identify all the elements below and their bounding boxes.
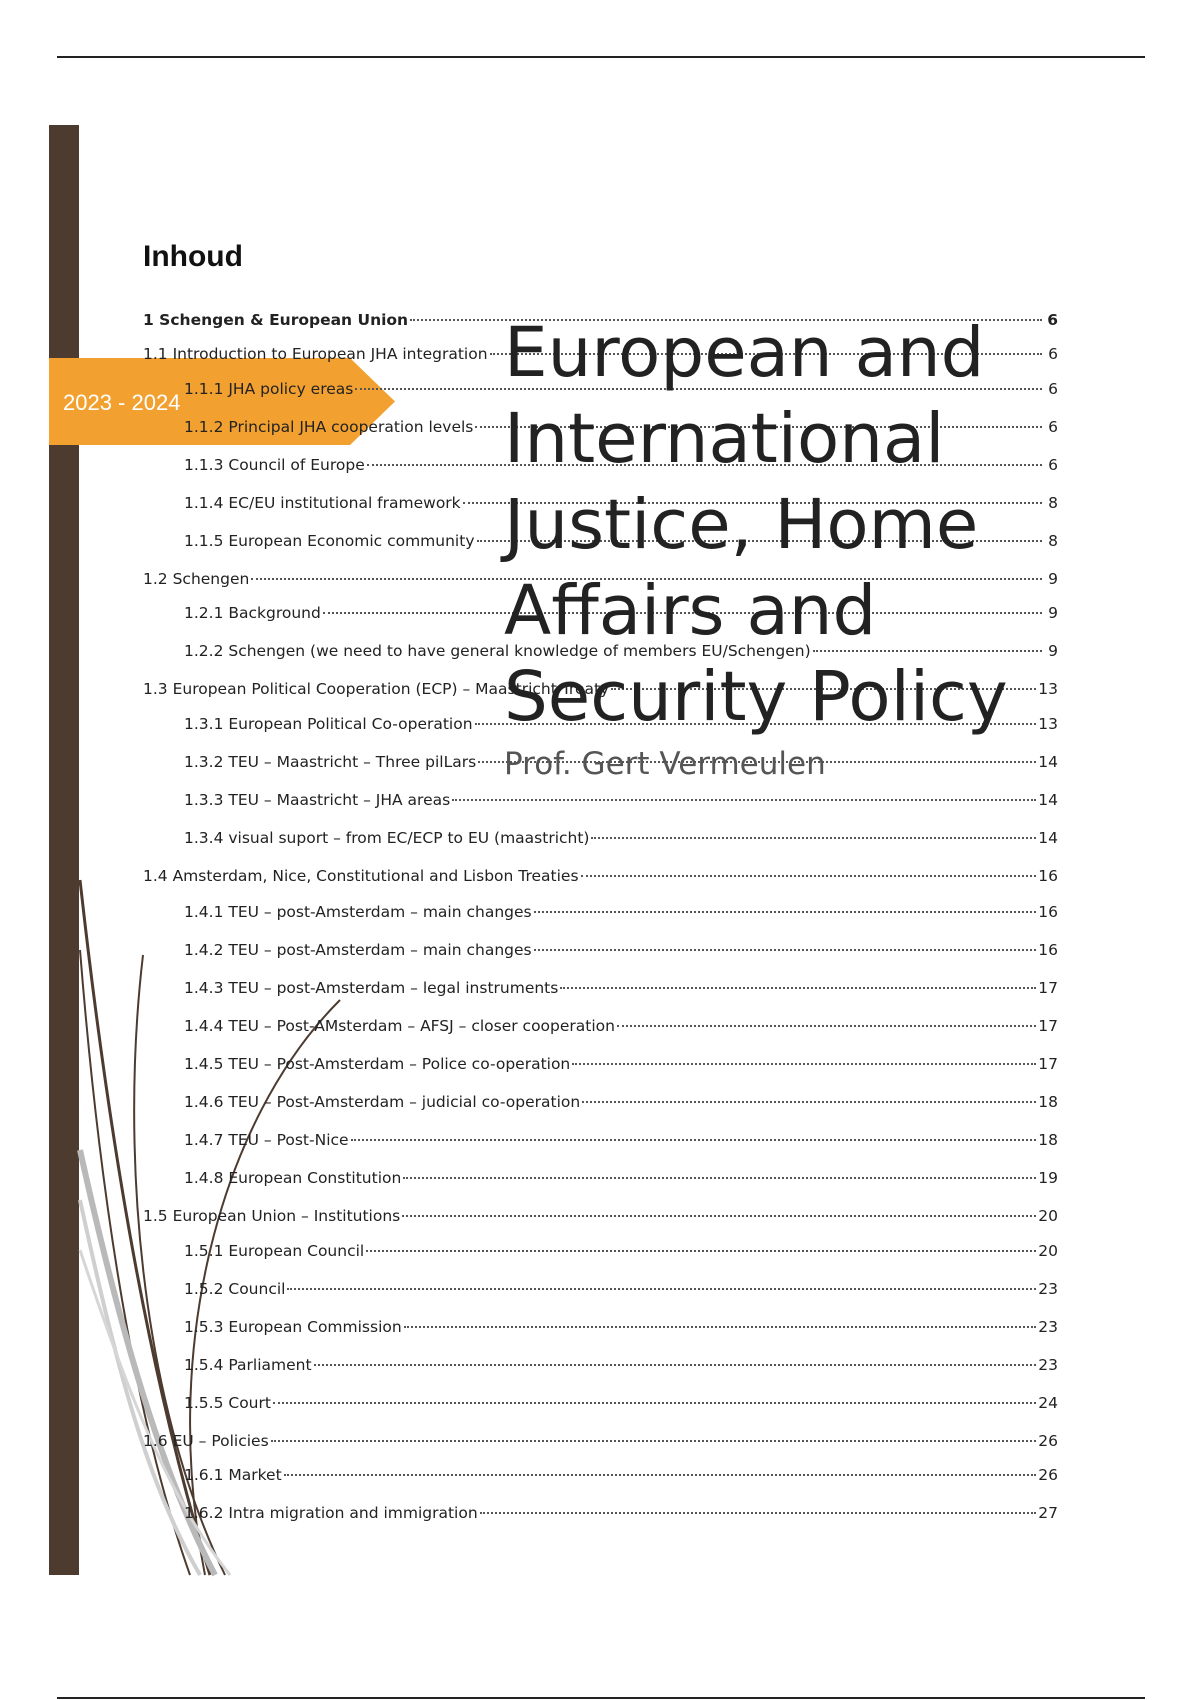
toc-page-number: 16 <box>1038 941 1058 959</box>
toc-entry-text: 1.4.7 TEU – Post-Nice <box>184 1131 349 1149</box>
toc-page-number: 23 <box>1038 1356 1058 1374</box>
toc-page-number: 6 <box>1048 345 1058 363</box>
document-title: European and International Justice, Home Affairs and Security Policy <box>504 313 1008 737</box>
toc-entry[interactable] <box>184 941 1058 959</box>
toc-page-number: 27 <box>1038 1504 1058 1522</box>
toc-leader-dots <box>480 1512 1037 1514</box>
toc-page-number: 23 <box>1038 1318 1058 1336</box>
toc-leader-dots <box>581 875 1037 877</box>
toc-entry-text: 1.4.1 TEU – post-Amsterdam – main changes <box>184 903 532 921</box>
toc-entry-text: 1.2.2 Schengen (we need to have general knowledge of members EU/Schengen) <box>184 642 811 660</box>
toc-entry-text: 1.1.3 Council of Europe <box>184 456 365 474</box>
toc-entry[interactable] <box>143 867 1058 885</box>
toc-page-number: 20 <box>1038 1207 1058 1225</box>
toc-entry[interactable] <box>184 1093 1058 1111</box>
toc-page-number: 16 <box>1038 903 1058 921</box>
toc-entry-text: 1.4.4 TEU – Post-AMsterdam – AFSJ – closer cooperation <box>184 1017 615 1035</box>
toc-entry-text: 1.6.1 Market <box>184 1466 282 1484</box>
toc-entry[interactable] <box>143 1207 1058 1225</box>
toc-leader-dots <box>534 911 1037 913</box>
toc-entry-text: 1.4.3 TEU – post-Amsterdam – legal instruments <box>184 979 559 997</box>
toc-page-number: 14 <box>1038 791 1058 809</box>
toc-leader-dots <box>351 1139 1037 1141</box>
toc-page-number: 9 <box>1048 642 1058 660</box>
toc-page-number: 8 <box>1048 532 1058 550</box>
toc-leader-dots <box>617 1025 1036 1027</box>
toc-entry-text: 1.4.6 TEU – Post-Amsterdam – judicial co-operation <box>184 1093 581 1111</box>
toc-entry-text: 1.5.1 European Council <box>184 1242 365 1260</box>
toc-entry-text: 1.5.3 European Commission <box>184 1318 402 1336</box>
toc-leader-dots <box>402 1215 1036 1217</box>
toc-entry[interactable] <box>184 1280 1058 1298</box>
toc-page-number: 9 <box>1048 604 1058 622</box>
toc-entry[interactable] <box>143 1432 1058 1450</box>
toc-page-number: 13 <box>1038 680 1058 698</box>
document-author: Prof. Gert Vermeulen <box>504 746 826 782</box>
toc-page-number: 26 <box>1038 1466 1058 1484</box>
toc-heading: Inhoud <box>143 240 243 273</box>
toc-page-number: 6 <box>1048 380 1058 398</box>
toc-page-number: 26 <box>1038 1432 1058 1450</box>
toc-page-number: 18 <box>1038 1131 1058 1149</box>
toc-entry-text: 1.2 Schengen <box>143 570 250 588</box>
year-range: 2023 - 2024 <box>63 390 181 415</box>
toc-entry[interactable] <box>184 903 1058 921</box>
toc-entry[interactable] <box>184 1318 1058 1336</box>
toc-entry[interactable] <box>184 1356 1058 1374</box>
toc-entry-text: 1.6 EU – Policies <box>143 1432 269 1450</box>
toc-entry-text: 1.5.2 Council <box>184 1280 286 1298</box>
toc-entry-text: 1.4.5 TEU – Post-Amsterdam – Police co-operation <box>184 1055 571 1073</box>
toc-page-number: 6 <box>1048 456 1058 474</box>
toc-leader-dots <box>572 1063 1036 1065</box>
toc-leader-dots <box>404 1326 1037 1328</box>
toc-leader-dots <box>591 837 1036 839</box>
toc-entry-text: 1.3.2 TEU – Maastricht – Three pilLars <box>184 753 477 771</box>
toc-entry-text: 1 Schengen & European Union <box>143 311 409 329</box>
toc-entry-text: 1.1.4 EC/EU institutional framework <box>184 494 461 512</box>
toc-entry-text: 1.2.1 Background <box>184 604 321 622</box>
toc-entry-text: 1.4.8 European Constitution <box>184 1169 402 1187</box>
toc-entry[interactable] <box>184 1242 1058 1260</box>
toc-leader-dots <box>403 1177 1036 1179</box>
toc-entry-text: 1.1.5 European Economic community <box>184 532 475 550</box>
toc-leader-dots <box>314 1364 1037 1366</box>
toc-page-number: 18 <box>1038 1093 1058 1111</box>
toc-page-number: 6 <box>1047 311 1058 329</box>
toc-entry-text: 1.1.1 JHA policy ereas <box>184 380 354 398</box>
toc-entry-text: 1.3.3 TEU – Maastricht – JHA areas <box>184 791 451 809</box>
toc-leader-dots <box>560 987 1036 989</box>
toc-page-number: 17 <box>1038 1055 1058 1073</box>
toc-entry-text: 1.3.4 visual suport – from EC/ECP to EU (maastricht) <box>184 829 590 847</box>
toc-page-number: 8 <box>1048 494 1058 512</box>
toc-entry[interactable] <box>184 1466 1058 1484</box>
bottom-rule <box>57 1697 1145 1699</box>
toc-leader-dots <box>582 1101 1036 1103</box>
toc-leader-dots <box>534 949 1037 951</box>
toc-entry-text: 1.1 Introduction to European JHA integration <box>143 345 488 363</box>
toc-page-number: 17 <box>1038 1017 1058 1035</box>
toc-page-number: 20 <box>1038 1242 1058 1260</box>
toc-entry-text: 1.1.2 Principal JHA cooperation levels <box>184 418 474 436</box>
toc-leader-dots <box>452 799 1036 801</box>
toc-leader-dots <box>366 1250 1036 1252</box>
toc-page-number: 6 <box>1048 418 1058 436</box>
toc-entry[interactable] <box>184 1394 1058 1412</box>
toc-entry-text: 1.3.1 European Political Co-operation <box>184 715 473 733</box>
toc-entry-text: 1.6.2 Intra migration and immigration <box>184 1504 478 1522</box>
toc-page-number: 14 <box>1038 753 1058 771</box>
toc-entry-text: 1.4 Amsterdam, Nice, Constitutional and Lisbon Treaties <box>143 867 579 885</box>
toc-entry[interactable] <box>184 1169 1058 1187</box>
toc-entry-text: 1.5.4 Parliament <box>184 1356 312 1374</box>
toc-entry[interactable] <box>184 791 1058 809</box>
toc-leader-dots <box>273 1402 1036 1404</box>
toc-leader-dots <box>284 1474 1037 1476</box>
toc-entry-text: 1.4.2 TEU – post-Amsterdam – main changes <box>184 941 532 959</box>
toc-entry[interactable] <box>184 979 1058 997</box>
toc-entry[interactable] <box>184 1055 1058 1073</box>
toc-entry[interactable] <box>184 829 1058 847</box>
toc-page-number: 9 <box>1048 570 1058 588</box>
toc-entry[interactable] <box>184 1017 1058 1035</box>
toc-entry[interactable] <box>184 1504 1058 1522</box>
toc-page-number: 13 <box>1038 715 1058 733</box>
toc-page-number: 23 <box>1038 1280 1058 1298</box>
toc-leader-dots <box>271 1440 1037 1442</box>
toc-page-number: 24 <box>1038 1394 1058 1412</box>
toc-page-number: 16 <box>1038 867 1058 885</box>
toc-entry-text: 1.5 European Union – Institutions <box>143 1207 401 1225</box>
toc-page-number: 14 <box>1038 829 1058 847</box>
toc-page-number: 19 <box>1038 1169 1058 1187</box>
toc-page-number: 17 <box>1038 979 1058 997</box>
toc-entry-text: 1.5.5 Court <box>184 1394 271 1412</box>
toc-entry[interactable] <box>184 1131 1058 1149</box>
toc-leader-dots <box>287 1288 1036 1290</box>
toc-entry-text: 1.3 European Political Cooperation (ECP) – Maastricht Treaty <box>143 680 610 698</box>
